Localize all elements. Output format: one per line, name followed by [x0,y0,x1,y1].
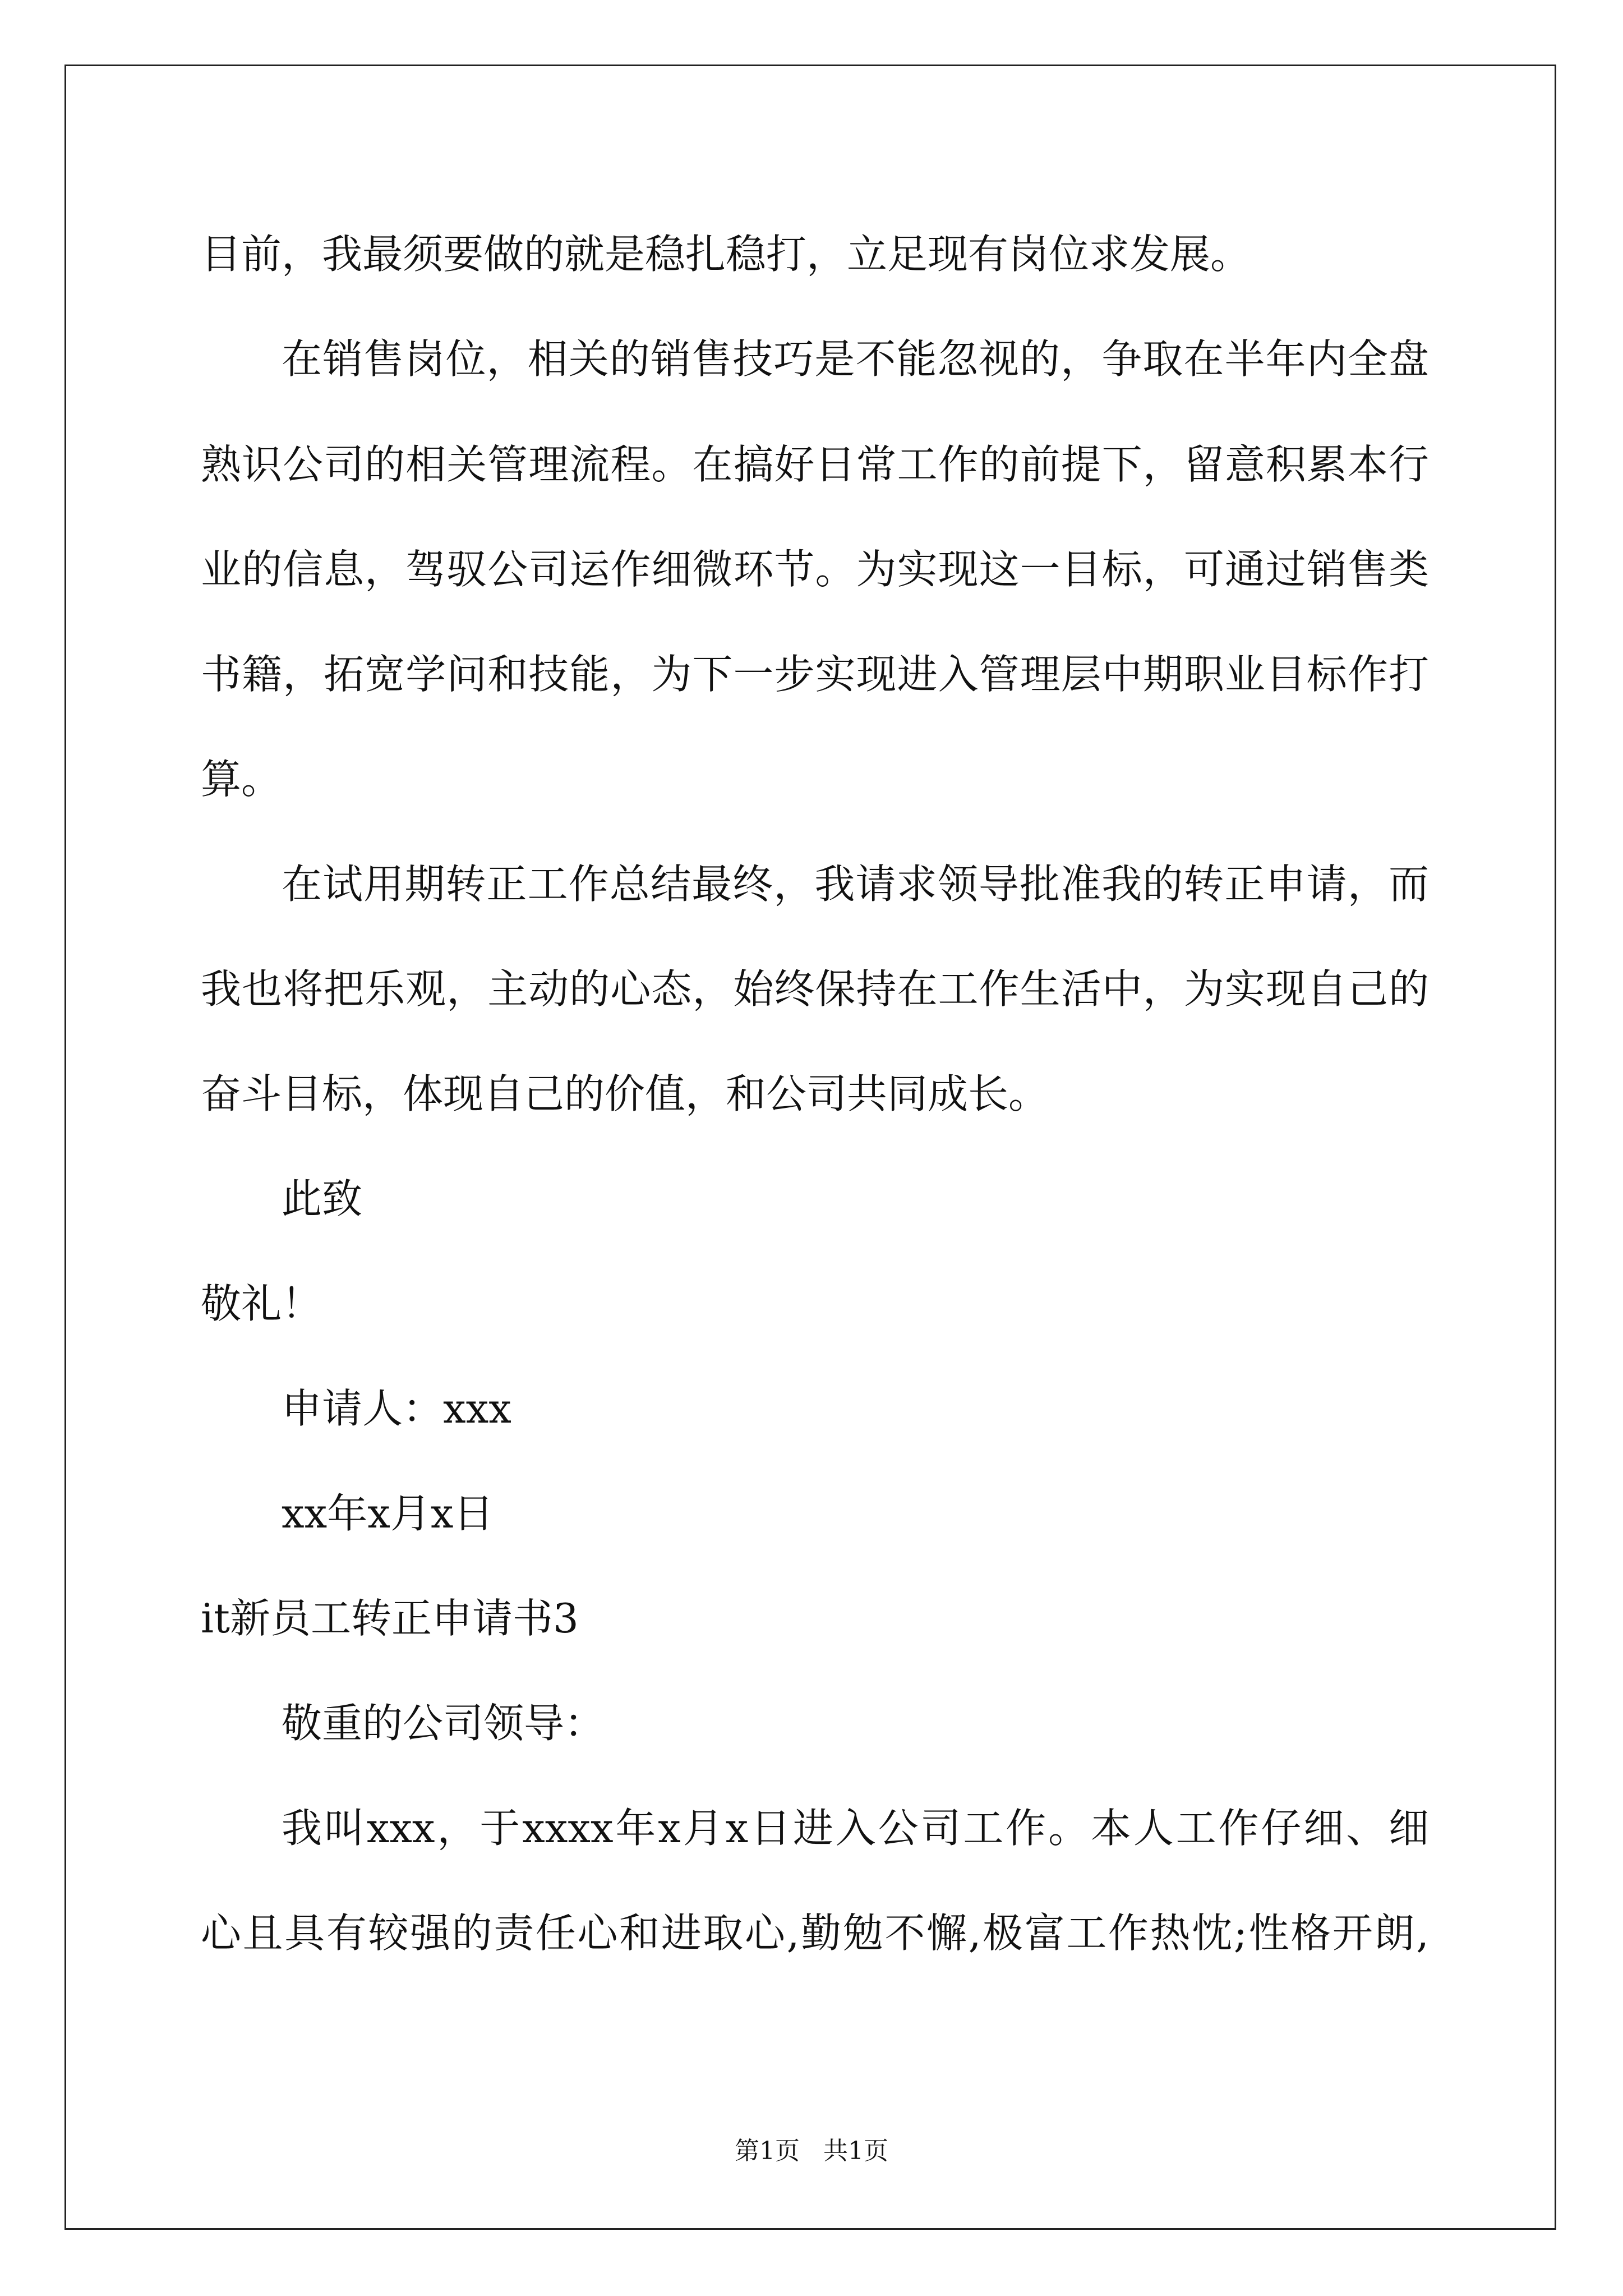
greeting-line: 敬重的公司领导： [282,1700,605,1747]
salutation-text: 敬礼！ [201,1280,322,1327]
text-line: 我叫xxx，于xxxx年x月x日进入公司工作。本人工作仔细、细 [282,1805,1429,1852]
text-line: 在试用期转正工作总结最终，我请求领导批准我的转正申请，而 [282,861,1429,908]
text-line: 我也将把乐观，主动的心态，始终保持在工作生活中，为实现自己的 [201,965,1429,1013]
closing-text: 此致 [282,1175,363,1222]
page-border [64,65,1556,2230]
text-line: 业的信息，驾驭公司运作细微环节。为实现这一目标，可通过销售类 [201,546,1429,593]
text-line: 目前，我最须要做的就是稳扎稳打，立足现有岗位求发展。 [201,231,1251,278]
page-number-footer: 第1页 共1页 [735,2137,888,2165]
text-line: 书籍，拓宽学问和技能，为下一步实现进入管理层中期职业目标作打 [201,651,1429,698]
section-heading: it新员工转正申请书3 [201,1595,579,1642]
text-line: 熟识公司的相关管理流程。在搞好日常工作的前提下，留意积累本行 [201,441,1429,488]
text-line: 算。 [201,756,282,803]
date-line: xx年x月x日 [282,1490,494,1537]
text-line: 心且具有较强的责任心和进取心,勤勉不懈,极富工作热忱;性格开朗, [201,1910,1429,1957]
text-line: 奋斗目标，体现自己的价值，和公司共同成长。 [201,1070,1049,1117]
text-line: 在销售岗位，相关的销售技巧是不能忽视的，争取在半年内全盘 [282,335,1429,383]
applicant-line: 申请人：xxx [282,1385,511,1432]
